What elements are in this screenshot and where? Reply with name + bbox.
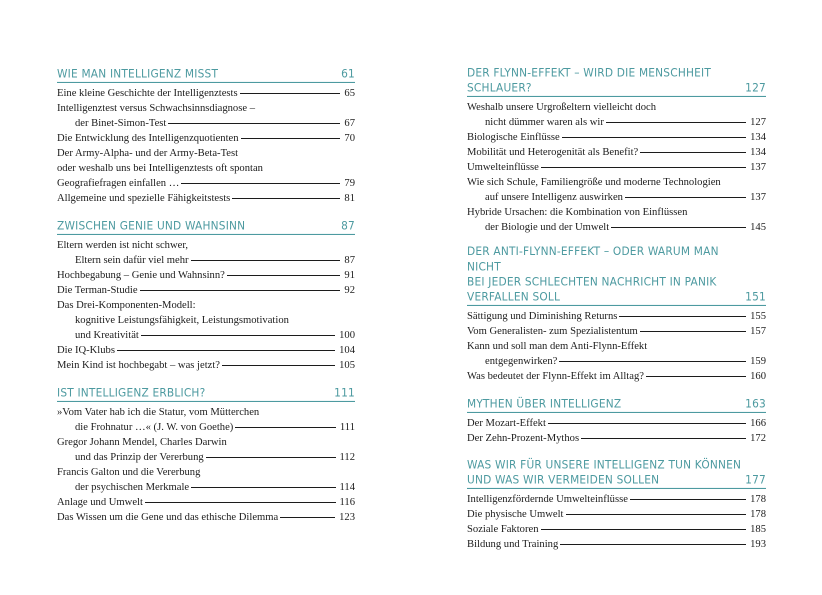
leader-line — [611, 227, 746, 228]
toc-section — [467, 68, 766, 235]
entry-page-number: 91 — [344, 270, 355, 281]
entry-line — [467, 339, 766, 354]
section-title: ZWISCHEN GENIE UND WAHNSINN — [57, 219, 246, 233]
entry-text: oder weshalb uns bei Intelligenztests oft spontan — [57, 163, 263, 174]
leader-line — [625, 197, 746, 198]
entry-text: Francis Galton und die Vererbung — [57, 467, 201, 478]
section-title: DER FLYNN-EFFEKT – WIRD DIE MENSCHHEIT SCHLAUER? — [467, 66, 712, 95]
entry-text: Umwelteinflüsse — [467, 162, 539, 173]
entry-page-number: 160 — [750, 371, 766, 382]
entry-line — [467, 537, 766, 552]
leader-line — [630, 499, 746, 500]
toc-entry[interactable] — [467, 205, 766, 235]
toc-entry[interactable] — [57, 465, 355, 495]
entry-text: Allgemeine und spezielle Fähigkeitstests — [57, 193, 231, 204]
toc-entry[interactable] — [57, 238, 355, 268]
entry-text: der Binet-Simon-Test — [75, 118, 167, 129]
toc-entry[interactable] — [467, 145, 766, 160]
leader-line — [206, 457, 336, 458]
section-page-number: 87 — [341, 219, 355, 233]
entry-text: »Vom Vater hab ich die Statur, vom Mütterchen — [57, 407, 260, 418]
section-page-number: 61 — [341, 67, 355, 81]
entry-line — [57, 435, 355, 450]
toc-entry[interactable] — [467, 324, 766, 339]
entry-page-number: 157 — [750, 326, 766, 337]
toc-entry[interactable] — [57, 283, 355, 298]
entry-line — [467, 130, 766, 145]
entry-line — [57, 358, 355, 373]
entry-text: Wie sich Schule, Familiengröße und moderne Technologien — [467, 177, 721, 188]
entry-line — [467, 416, 766, 431]
entry-text: Die Entwicklung des Intelligenzquotienten — [57, 133, 239, 144]
toc-entry[interactable] — [467, 100, 766, 130]
entry-line — [467, 175, 766, 190]
section-heading — [57, 386, 355, 402]
entry-text: Kann und soll man dem Anti-Flynn-Effekt — [467, 341, 648, 352]
entry-line — [57, 176, 355, 191]
entry-text: Der Army-Alpha- und der Army-Beta-Test — [57, 148, 239, 159]
entry-page-number: 137 — [750, 192, 766, 203]
entry-text: Die IQ-Klubs — [57, 345, 115, 356]
entry-line — [467, 507, 766, 522]
entry-page-number: 112 — [339, 452, 355, 463]
entry-text: Eltern sein dafür viel mehr — [75, 255, 189, 266]
entry-line — [57, 313, 355, 328]
entry-line — [57, 283, 355, 298]
entry-page-number: 104 — [339, 345, 355, 356]
section-page-number: 177 — [745, 473, 766, 487]
section-title: DER ANTI-FLYNN-EFFEKT – ODER WARUM MAN NICHT BEI JEDER SCHLECHTEN NACHRICHT IN PANIK VERFALLEN SOLL — [467, 245, 719, 304]
toc-entry[interactable] — [467, 130, 766, 145]
entry-text: Sättigung und Diminishing Returns — [467, 311, 618, 322]
entry-line — [467, 160, 766, 175]
entry-page-number: 87 — [344, 255, 355, 266]
entry-line — [57, 116, 355, 131]
entry-text: Intelligenztest versus Schwachsinnsdiagnose – — [57, 103, 256, 114]
leader-line — [280, 517, 335, 518]
entry-line — [57, 495, 355, 510]
entry-line — [57, 480, 355, 495]
leader-line — [619, 316, 746, 317]
leader-line — [646, 376, 746, 377]
leader-line — [140, 290, 341, 291]
toc-entry[interactable] — [57, 268, 355, 283]
leader-line — [566, 514, 747, 515]
entry-page-number: 178 — [750, 509, 766, 520]
entry-line — [467, 431, 766, 446]
entry-line — [57, 298, 355, 313]
leader-line — [541, 529, 747, 530]
toc-entry[interactable] — [467, 522, 766, 537]
entry-text: Hochbegabung – Genie und Wahnsinn? — [57, 270, 225, 281]
leader-line — [606, 122, 746, 123]
entry-line — [57, 510, 355, 525]
leader-line — [541, 167, 746, 168]
entry-text: Geografiefragen einfallen … — [57, 178, 180, 189]
toc-entry[interactable] — [467, 537, 766, 552]
entry-page-number: 166 — [750, 418, 766, 429]
toc-entry[interactable] — [57, 146, 355, 191]
leader-line — [640, 331, 746, 332]
entry-line — [467, 100, 766, 115]
leader-line — [581, 438, 746, 439]
toc-entry[interactable] — [467, 507, 766, 522]
leader-line — [562, 137, 746, 138]
toc-entry[interactable] — [57, 191, 355, 206]
entry-page-number: 193 — [750, 539, 766, 550]
entry-page-number: 155 — [750, 311, 766, 322]
entry-text: Bildung und Training — [467, 539, 559, 550]
entry-text: Der Mozart-Effekt — [467, 418, 546, 429]
entry-page-number: 79 — [344, 178, 355, 189]
entry-line — [57, 343, 355, 358]
entry-text: Was bedeutet der Flynn-Effekt im Alltag? — [467, 371, 644, 382]
entry-page-number: 70 — [344, 133, 355, 144]
entry-text: Die physische Umwelt — [467, 509, 564, 520]
entry-line — [57, 465, 355, 480]
section-heading — [57, 67, 355, 83]
entry-line — [57, 405, 355, 420]
entry-page-number: 116 — [339, 497, 355, 508]
toc-entry[interactable] — [57, 358, 355, 373]
entry-page-number: 137 — [750, 162, 766, 173]
entry-text: Anlage und Umwelt — [57, 497, 143, 508]
entry-line — [467, 205, 766, 220]
leader-line — [117, 350, 335, 351]
section-title: MYTHEN ÜBER INTELLIGENZ — [467, 397, 622, 411]
entry-page-number: 81 — [344, 193, 355, 204]
section-heading — [57, 219, 355, 235]
entry-line — [57, 131, 355, 146]
entry-text: kognitive Leistungsfähigkeit, Leistungsmotivation — [75, 315, 289, 326]
section-heading — [467, 244, 766, 306]
toc-entry[interactable] — [57, 435, 355, 465]
entry-text: Eltern werden ist nicht schwer, — [57, 240, 189, 251]
entry-line — [57, 420, 355, 435]
section-page-number: 111 — [334, 386, 355, 400]
toc-entry[interactable] — [467, 309, 766, 324]
entry-text: und Kreativität — [75, 330, 139, 341]
toc-section — [467, 245, 766, 384]
leader-line — [227, 275, 341, 276]
entry-line — [467, 145, 766, 160]
leader-line — [168, 123, 340, 124]
entry-line — [467, 309, 766, 324]
entry-page-number: 105 — [339, 360, 355, 371]
toc-entry[interactable] — [57, 510, 355, 525]
entry-text: auf unsere Intelligenz auswirken — [485, 192, 623, 203]
leader-line — [191, 260, 341, 261]
entry-text: der Biologie und der Umwelt — [485, 222, 610, 233]
entry-page-number: 127 — [750, 117, 766, 128]
section-page-number: 163 — [745, 397, 766, 411]
toc-entry[interactable] — [57, 298, 355, 343]
toc-entry[interactable] — [467, 175, 766, 205]
entry-line — [467, 115, 766, 130]
entry-line — [467, 324, 766, 339]
entry-page-number: 134 — [750, 132, 766, 143]
entry-text: entgegenwirken? — [485, 356, 558, 367]
entry-line — [57, 191, 355, 206]
leader-line — [232, 198, 340, 199]
toc-entry[interactable] — [467, 369, 766, 384]
entry-text: Eine kleine Geschichte der Intelligenztests — [57, 88, 238, 99]
entry-text: Gregor Johann Mendel, Charles Darwin — [57, 437, 227, 448]
entry-page-number: 178 — [750, 494, 766, 505]
entry-line — [57, 161, 355, 176]
entry-text: Weshalb unsere Urgroßeltern vielleicht doch — [467, 102, 656, 113]
leader-line — [145, 502, 336, 503]
toc-section — [57, 220, 355, 373]
section-heading — [467, 66, 766, 97]
entry-line — [57, 253, 355, 268]
toc-entry[interactable] — [57, 495, 355, 510]
entry-text: Der Zehn-Prozent-Mythos — [467, 433, 580, 444]
leader-line — [141, 335, 335, 336]
entry-line — [467, 522, 766, 537]
entry-text: Mobilität und Heterogenität als Benefit? — [467, 147, 639, 158]
toc-entry[interactable] — [57, 343, 355, 358]
toc-section — [467, 398, 766, 446]
section-title: IST INTELLIGENZ ERBLICH? — [57, 386, 206, 400]
entry-text: Die Terman-Studie — [57, 285, 138, 296]
entry-page-number: 65 — [344, 88, 355, 99]
entry-text: Mein Kind ist hochbegabt – was jetzt? — [57, 360, 220, 371]
entry-text: die Frohnatur …« (J. W. von Goethe) — [75, 422, 234, 433]
toc-entry[interactable] — [57, 131, 355, 146]
entry-text: Biologische Einflüsse — [467, 132, 560, 143]
entry-text: der psychischen Merkmale — [75, 482, 190, 493]
toc-entry[interactable] — [57, 101, 355, 131]
entry-page-number: 67 — [344, 118, 355, 129]
entry-page-number: 100 — [339, 330, 355, 341]
toc-section — [57, 387, 355, 525]
toc-section — [467, 460, 766, 552]
leader-line — [191, 487, 335, 488]
toc-entry[interactable] — [467, 416, 766, 431]
entry-text: nicht dümmer waren als wir — [485, 117, 604, 128]
entry-page-number: 159 — [750, 356, 766, 367]
leader-line — [235, 427, 336, 428]
entry-page-number: 111 — [339, 422, 355, 433]
entry-page-number: 92 — [344, 285, 355, 296]
entry-line — [467, 369, 766, 384]
right-page — [467, 0, 766, 595]
entry-text: Das Wissen um die Gene und das ethische Dilemma — [57, 512, 279, 523]
entry-line — [467, 354, 766, 369]
toc-section — [57, 68, 355, 206]
entry-line — [57, 146, 355, 161]
entry-text: Das Drei-Komponenten-Modell: — [57, 300, 196, 311]
entry-line — [57, 86, 355, 101]
entry-line — [467, 220, 766, 235]
entry-text: Vom Generalisten- zum Spezialistentum — [467, 326, 638, 337]
entry-page-number: 123 — [339, 512, 355, 523]
toc-entry[interactable] — [467, 431, 766, 446]
toc-entry[interactable] — [57, 405, 355, 435]
entry-text: und das Prinzip der Vererbung — [75, 452, 204, 463]
toc-entry[interactable] — [467, 160, 766, 175]
toc-entry[interactable] — [467, 339, 766, 369]
section-heading — [467, 397, 766, 413]
entry-line — [57, 238, 355, 253]
entry-text: Hybride Ursachen: die Kombination von Einflüssen — [467, 207, 688, 218]
entry-line — [57, 450, 355, 465]
toc-entry[interactable] — [467, 492, 766, 507]
entry-page-number: 114 — [339, 482, 355, 493]
leader-line — [222, 365, 335, 366]
entry-page-number: 145 — [750, 222, 766, 233]
leader-line — [640, 152, 746, 153]
entry-page-number: 185 — [750, 524, 766, 535]
toc-entry[interactable] — [57, 86, 355, 101]
section-title: WIE MAN INTELLIGENZ MISST — [57, 67, 219, 81]
entry-line — [467, 492, 766, 507]
entry-line — [57, 268, 355, 283]
entry-line — [57, 101, 355, 116]
section-page-number: 151 — [745, 290, 766, 304]
leader-line — [560, 544, 746, 545]
entry-text: Soziale Faktoren — [467, 524, 539, 535]
leader-line — [181, 183, 340, 184]
entry-line — [467, 190, 766, 205]
entry-page-number: 172 — [750, 433, 766, 444]
left-page — [57, 0, 355, 595]
section-page-number: 127 — [745, 81, 766, 95]
leader-line — [240, 93, 341, 94]
entry-text: Intelligenzfördernde Umwelteinflüsse — [467, 494, 628, 505]
entry-page-number: 134 — [750, 147, 766, 158]
leader-line — [241, 138, 341, 139]
section-title: WAS WIR FÜR UNSERE INTELLIGENZ TUN KÖNNEN UND WAS WIR VERMEIDEN SOLLEN — [467, 458, 742, 487]
section-heading — [467, 458, 766, 489]
leader-line — [559, 361, 746, 362]
leader-line — [548, 423, 746, 424]
entry-line — [57, 328, 355, 343]
